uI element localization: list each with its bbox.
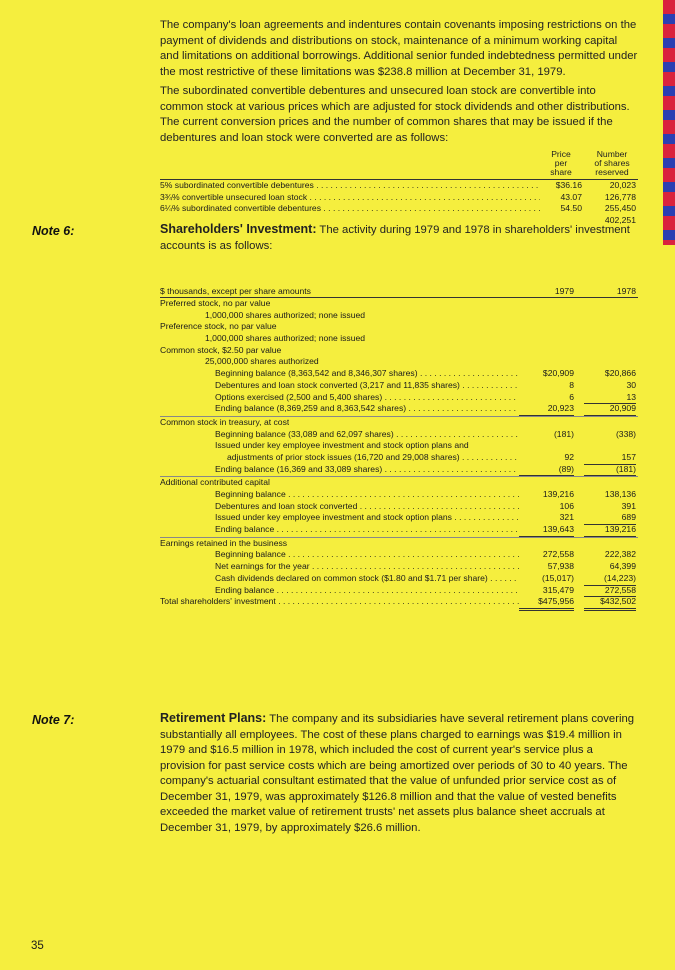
conversion-row: 6¼% subordinated convertible debentures . . . 54.50 255,450 [160, 203, 638, 215]
section-title: Common stock in treasury, at cost [160, 416, 290, 427]
total-row: Total shareholders' investment . . . $475,956 $432,502 [160, 596, 638, 608]
section-title: Common stock, $2.50 par value [160, 344, 282, 355]
conversion-row: 5% subordinated convertible debentures . . . $36.16 20,023 [160, 180, 638, 192]
table-row: Beginning balance (8,363,542 and 8,346,307 shares) . . . $20,909 $20,866 [160, 368, 638, 380]
table-row: Cash dividends declared on common stock ($1.80 and $1.71 per share) . . . (15,017) (14,223) [160, 573, 638, 585]
section-detail: 1,000,000 shares authorized; none issued [205, 333, 366, 344]
table-row: Net earnings for the year . . . 57,938 64,399 [160, 561, 638, 573]
table-row: Ending balance (8,369,259 and 8,363,542 shares) . . . 20,923 20,909 [160, 403, 638, 415]
page-number: 35 [31, 940, 44, 952]
color-edge-strip [663, 0, 675, 245]
conversion-table [160, 150, 638, 226]
note-7-heading: Retirement Plans: [160, 711, 267, 725]
table-row: Ending balance . . . 139,643 139,216 [160, 524, 638, 536]
section-detail: 1,000,000 shares authorized; none issued [205, 309, 366, 320]
unit-note: $ thousands, except per share amounts [160, 286, 311, 296]
table-row: Beginning balance . . . 272,558 222,382 [160, 549, 638, 561]
note-6-heading: Shareholders' Investment: [160, 222, 317, 236]
table-row: Beginning balance . . . 139,216 138,136 [160, 489, 638, 501]
section-detail: 25,000,000 shares authorized [205, 356, 319, 367]
note-7-body: Retirement Plans: The company and its subsidiaries have several retirement plans covering substantially all employees. The cost of these plans charged to earnings was $19.4 million in 1979 and $16.5 million in 1978, which included the cost of current year's service plus a provision for past service costs which are being amortized over periods of 30 to 40 years. The company's actuarial consultant estimated that the value of unfunded prior service cost as of December 31, 1979, was approximately $126.8 million and that the value of vested benefits exceeded the market value of retirement trusts' net assets plus balance sheet accruals at December 31, 1979, by approximately $26.6 million. [160, 711, 635, 834]
price-column-header: Price per share [550, 149, 572, 177]
table-row: Debentures and loan stock converted (3,217 and 11,835 shares) . . . 8 30 [160, 380, 638, 392]
section-title: Preferred stock, no par value [160, 298, 271, 308]
section-title: Earnings retained in the business [160, 537, 288, 548]
shareholders-investment-table [160, 285, 638, 608]
note-6-intro: Shareholders' Investment: The activity during 1979 and 1978 in shareholders' investment accounts is as follows: [160, 222, 630, 252]
loan-covenants-paragraph: The company's loan agreements and indentures contain covenants imposing restrictions on the payment of dividends and distributions on stock, maintenance of a minimum working capital and limitations on additional borrowings. Additional senior funded indebtedness permitted under the most restrictive of these limitations was $238.8 million at December 31, 1979. [160, 19, 638, 78]
year-1978-header: 1978 [616, 286, 636, 296]
table-row: Debentures and loan stock converted . . . 106 391 [160, 501, 638, 513]
section-title: Additional contributed capital [160, 477, 270, 488]
table-row: adjustments of prior stock issues (16,720 and 29,008 shares) . . . 92 157 [160, 452, 638, 464]
table-row: Issued under key employee investment and stock option plans and [215, 440, 469, 451]
shares-column-header: Number of shares reserved [594, 149, 630, 177]
year-1979-header: 1979 [519, 285, 574, 297]
conversion-table-header [160, 150, 638, 179]
conversion-row: 3¾% convertible unsecured loan stock . . . 43.07 126,778 [160, 192, 638, 204]
convertible-paragraph: The subordinated convertible debentures and unsecured loan stock are convertible into common stock at various prices which are adjusted for stock dividends and other distributions. The current conversion prices and the number of common shares that may be issued if the debentures and loan stock were converted are as follows: [160, 85, 630, 144]
table-row: Ending balance (16,369 and 33,089 shares) . . . (89) (181) [160, 464, 638, 476]
conversion-total-row: 402,251 [160, 215, 638, 227]
note-6-label: Note 6: [32, 224, 75, 238]
table-row: Issued under key employee investment and stock option plans . . . 321 689 [160, 512, 638, 524]
investment-table-header [160, 285, 638, 298]
table-row: Options exercised (2,500 and 5,400 shares) . . . 6 13 [160, 392, 638, 404]
table-row: Ending balance . . . 315,479 272,558 [160, 585, 638, 597]
section-title: Preference stock, no par value [160, 321, 277, 332]
note-7-label: Note 7: [32, 713, 75, 727]
table-row: Beginning balance (33,089 and 62,097 shares) . . . (181) (338) [160, 429, 638, 441]
